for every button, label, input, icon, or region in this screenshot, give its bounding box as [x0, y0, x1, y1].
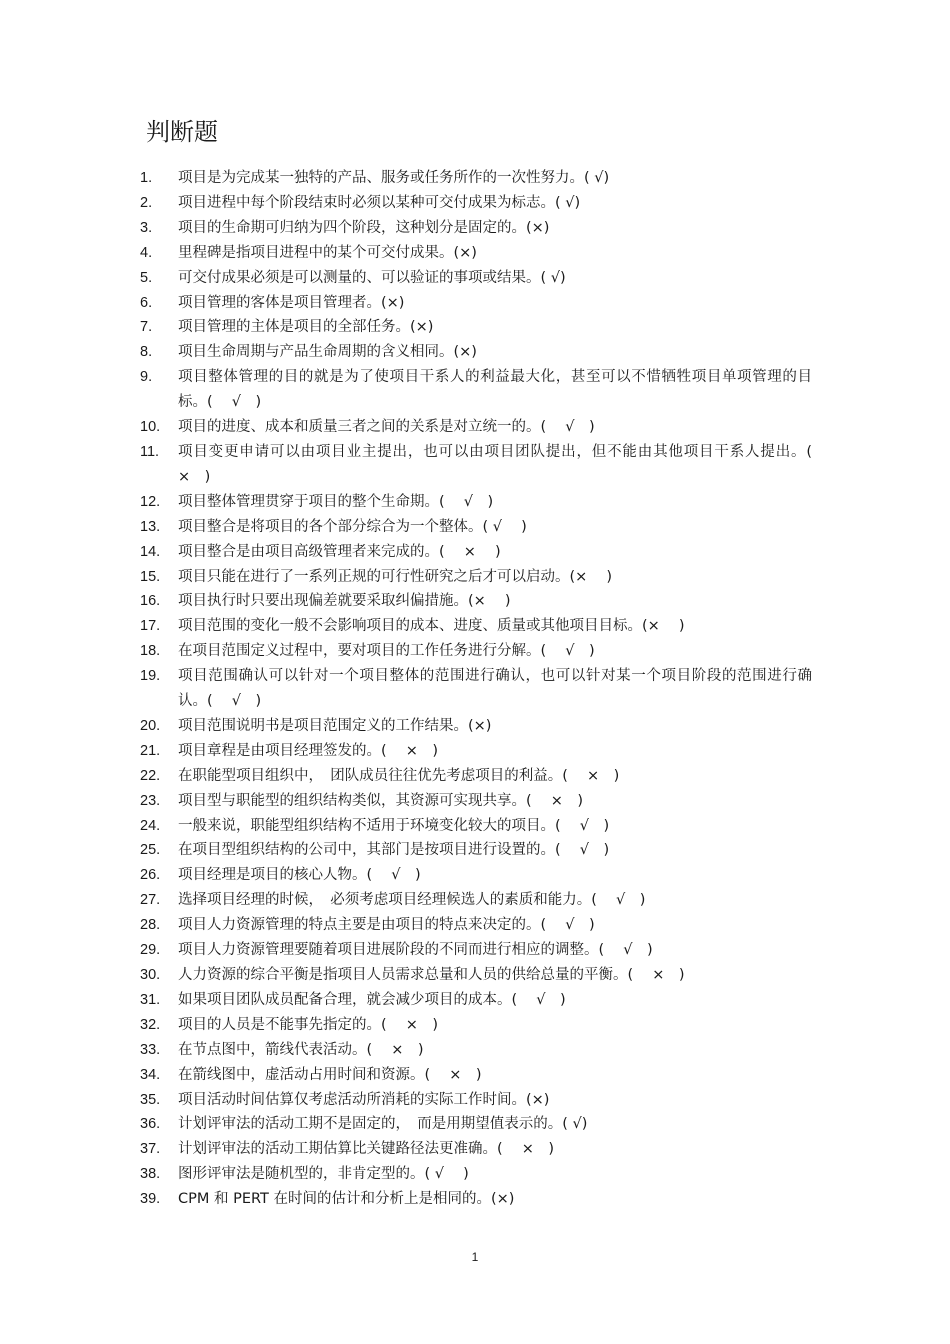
list-item [140, 440, 832, 490]
item-number: 4. [140, 244, 153, 261]
list-item [140, 191, 812, 216]
item-number: 20. [140, 717, 161, 734]
item-number: 19. [140, 668, 161, 685]
item-number: 16. [140, 593, 161, 610]
item-number: 35. [140, 1091, 161, 1108]
item-text: 项目范围的变化一般不会影响项目的成本、进度、质量或其他项目目标。(× ) [178, 618, 685, 635]
list-item [140, 938, 812, 963]
list-item [140, 1038, 812, 1063]
item-text: 计划评审法的活动工期估算比关键路径法更准确。( × ) [178, 1141, 555, 1158]
item-number: 18. [140, 643, 161, 660]
item-number: 22. [140, 767, 161, 784]
item-number: 3. [140, 219, 153, 236]
item-text: 项目整体管理贯穿于项目的整个生命期。( √ ) [178, 493, 494, 510]
list-item [140, 1112, 812, 1137]
list-item [140, 913, 812, 938]
question-list [140, 166, 832, 1212]
item-number: 6. [140, 294, 153, 311]
list-item [140, 1088, 812, 1113]
list-item [140, 315, 812, 340]
item-number: 8. [140, 344, 153, 361]
item-text: 如果项目团队成员配备合理，就会减少项目的成本。( √ ) [178, 991, 566, 1008]
item-text: 项目型与职能型的组织结构类似，其资源可实现共享。( × ) [178, 792, 584, 809]
item-number: 21. [140, 742, 161, 759]
item-number: 38. [140, 1166, 161, 1183]
item-text: 项目生命周期与产品生命周期的含义相同。(×) [178, 344, 477, 361]
list-item [140, 1137, 812, 1162]
item-number: 1. [140, 170, 153, 186]
item-text: 项目活动时间估算仅考虑活动所消耗的实际工作时间。(×) [178, 1091, 550, 1108]
list-item [140, 515, 812, 540]
list-item [140, 540, 812, 565]
item-text: 图形评审法是随机型的，非肯定型的。( √ ) [178, 1166, 469, 1183]
item-number: 36. [140, 1116, 161, 1133]
item-number: 10. [140, 419, 161, 436]
list-item [140, 365, 812, 415]
list-item [140, 1063, 812, 1088]
item-number: 28. [140, 917, 161, 934]
list-item [140, 291, 812, 316]
item-text: 一般来说，职能型组织结构不适用于环境变化较大的项目。( √ ) [178, 817, 610, 834]
item-number: 5. [140, 269, 153, 286]
item-number: 27. [140, 892, 161, 909]
item-number: 24. [140, 817, 161, 834]
list-item [140, 639, 812, 664]
item-text: 选择项目经理的时候， 必须考虑项目经理候选人的素质和能力。( √ ) [178, 892, 646, 909]
item-text: 项目整合是将项目的各个部分综合为一个整体。( √ ) [178, 518, 527, 535]
item-number: 7. [140, 319, 153, 336]
list-item [140, 490, 812, 515]
list-item [140, 1187, 812, 1212]
item-number: 14. [140, 543, 161, 560]
item-text: 项目范围说明书是项目范围定义的工作结果。(×) [178, 717, 492, 734]
list-item [140, 415, 812, 440]
item-number: 12. [140, 493, 161, 510]
item-number: 37. [140, 1141, 161, 1158]
item-text: 项目范围确认可以针对一个项目整体的范围进行确认，也可以针对某一个项目阶段的范围进行确认。( √ ) [178, 668, 812, 710]
item-text: 项目整合是由项目高级管理者来完成的。( × ) [178, 543, 501, 560]
list-item [140, 565, 812, 590]
list-item [140, 814, 812, 839]
item-text: 项目是为完成某一独特的产品、服务或任务所作的一次性努力。( √) [178, 170, 610, 186]
page-title: 判断题 [146, 118, 218, 146]
list-item [140, 1162, 812, 1187]
item-number: 13. [140, 518, 161, 535]
item-text: 计划评审法的活动工期不是固定的， 而是用期望值表示的。( √) [178, 1116, 588, 1133]
item-number: 11. [140, 443, 160, 460]
list-item [140, 739, 812, 764]
item-number: 23. [140, 792, 161, 809]
list-item [140, 764, 812, 789]
item-text: 人力资源的综合平衡是指项目人员需求总量和人员的供给总量的平衡。( × ) [178, 967, 685, 983]
item-text: 里程碑是指项目进程中的某个可交付成果。(×) [178, 244, 477, 261]
item-number: 34. [140, 1066, 161, 1083]
item-text: 项目人力资源管理的特点主要是由项目的特点来决定的。( √ ) [178, 917, 595, 934]
item-number: 26. [140, 867, 161, 884]
list-item [140, 1013, 812, 1038]
item-number: 31. [140, 991, 161, 1008]
item-text: 项目的人员是不能事先指定的。( × ) [178, 1016, 439, 1033]
list-item [140, 166, 812, 191]
item-text: 在节点图中，箭线代表活动。( × ) [178, 1041, 424, 1058]
item-number: 2. [140, 194, 153, 211]
item-text: 在项目型组织结构的公司中，其部门是按项目进行设置的。( √ ) [178, 842, 610, 859]
list-item [140, 714, 812, 739]
item-text: 在箭线图中，虚活动占用时间和资源。( × ) [178, 1066, 482, 1083]
list-item [140, 241, 812, 266]
list-item [140, 838, 812, 863]
list-item [140, 614, 812, 639]
item-text: 项目变更申请可以由项目业主提出，也可以由项目团队提出，但不能由其他项目干系人提出。( × ) [178, 443, 832, 485]
item-number: 39. [140, 1191, 161, 1208]
item-number: 29. [140, 942, 161, 959]
list-item [140, 340, 812, 365]
item-number: 33. [140, 1041, 161, 1058]
item-text: 在项目范围定义过程中，要对项目的工作任务进行分解。( √ ) [178, 643, 595, 660]
list-item [140, 863, 812, 888]
item-number: 9. [140, 369, 153, 386]
item-text: 项目执行时只要出现偏差就要采取纠偏措施。(× ) [178, 593, 511, 610]
item-text: 项目只能在进行了一系列正规的可行性研究之后才可以启动。(× ) [178, 568, 613, 585]
list-item [140, 988, 812, 1013]
item-text: 在职能型项目组织中， 团队成员往往优先考虑项目的利益。( × ) [178, 767, 620, 784]
item-text: 项目经理是项目的核心人物。( √ ) [178, 867, 421, 884]
item-number: 15. [140, 568, 161, 585]
item-text: CPM 和 PERT 在时间的估计和分析上是相同的。(×) [178, 1191, 515, 1208]
list-item [140, 589, 812, 614]
item-number: 17. [140, 618, 161, 635]
list-item [140, 216, 812, 241]
item-text: 项目整体管理的目的就是为了使项目干系人的利益最大化，甚至可以不惜牺牲项目单项管理的目标。( √ ) [178, 369, 812, 411]
item-text: 项目管理的主体是项目的全部任务。(×) [178, 319, 434, 336]
list-item [140, 888, 812, 913]
list-item [140, 789, 812, 814]
list-item [140, 963, 812, 988]
list-item [140, 664, 812, 714]
item-text: 项目进程中每个阶段结束时必须以某种可交付成果为标志。( √) [178, 194, 581, 211]
item-text: 项目的生命期可归纳为四个阶段，这种划分是固定的。(×) [178, 219, 550, 236]
item-text: 项目章程是由项目经理签发的。( × ) [178, 742, 439, 759]
item-text: 项目管理的客体是项目管理者。(×) [178, 294, 405, 311]
item-text: 项目人力资源管理要随着项目进展阶段的不同而进行相应的调整。( √ ) [178, 942, 653, 959]
item-text: 项目的进度、成本和质量三者之间的关系是对立统一的。( √ ) [178, 419, 595, 436]
item-number: 30. [140, 967, 161, 983]
item-number: 32. [140, 1016, 161, 1033]
list-item [140, 266, 812, 291]
item-number: 25. [140, 842, 161, 859]
page-number: 1 [471, 1250, 479, 1264]
item-text: 可交付成果必须是可以测量的、可以验证的事项或结果。( √) [178, 269, 566, 286]
